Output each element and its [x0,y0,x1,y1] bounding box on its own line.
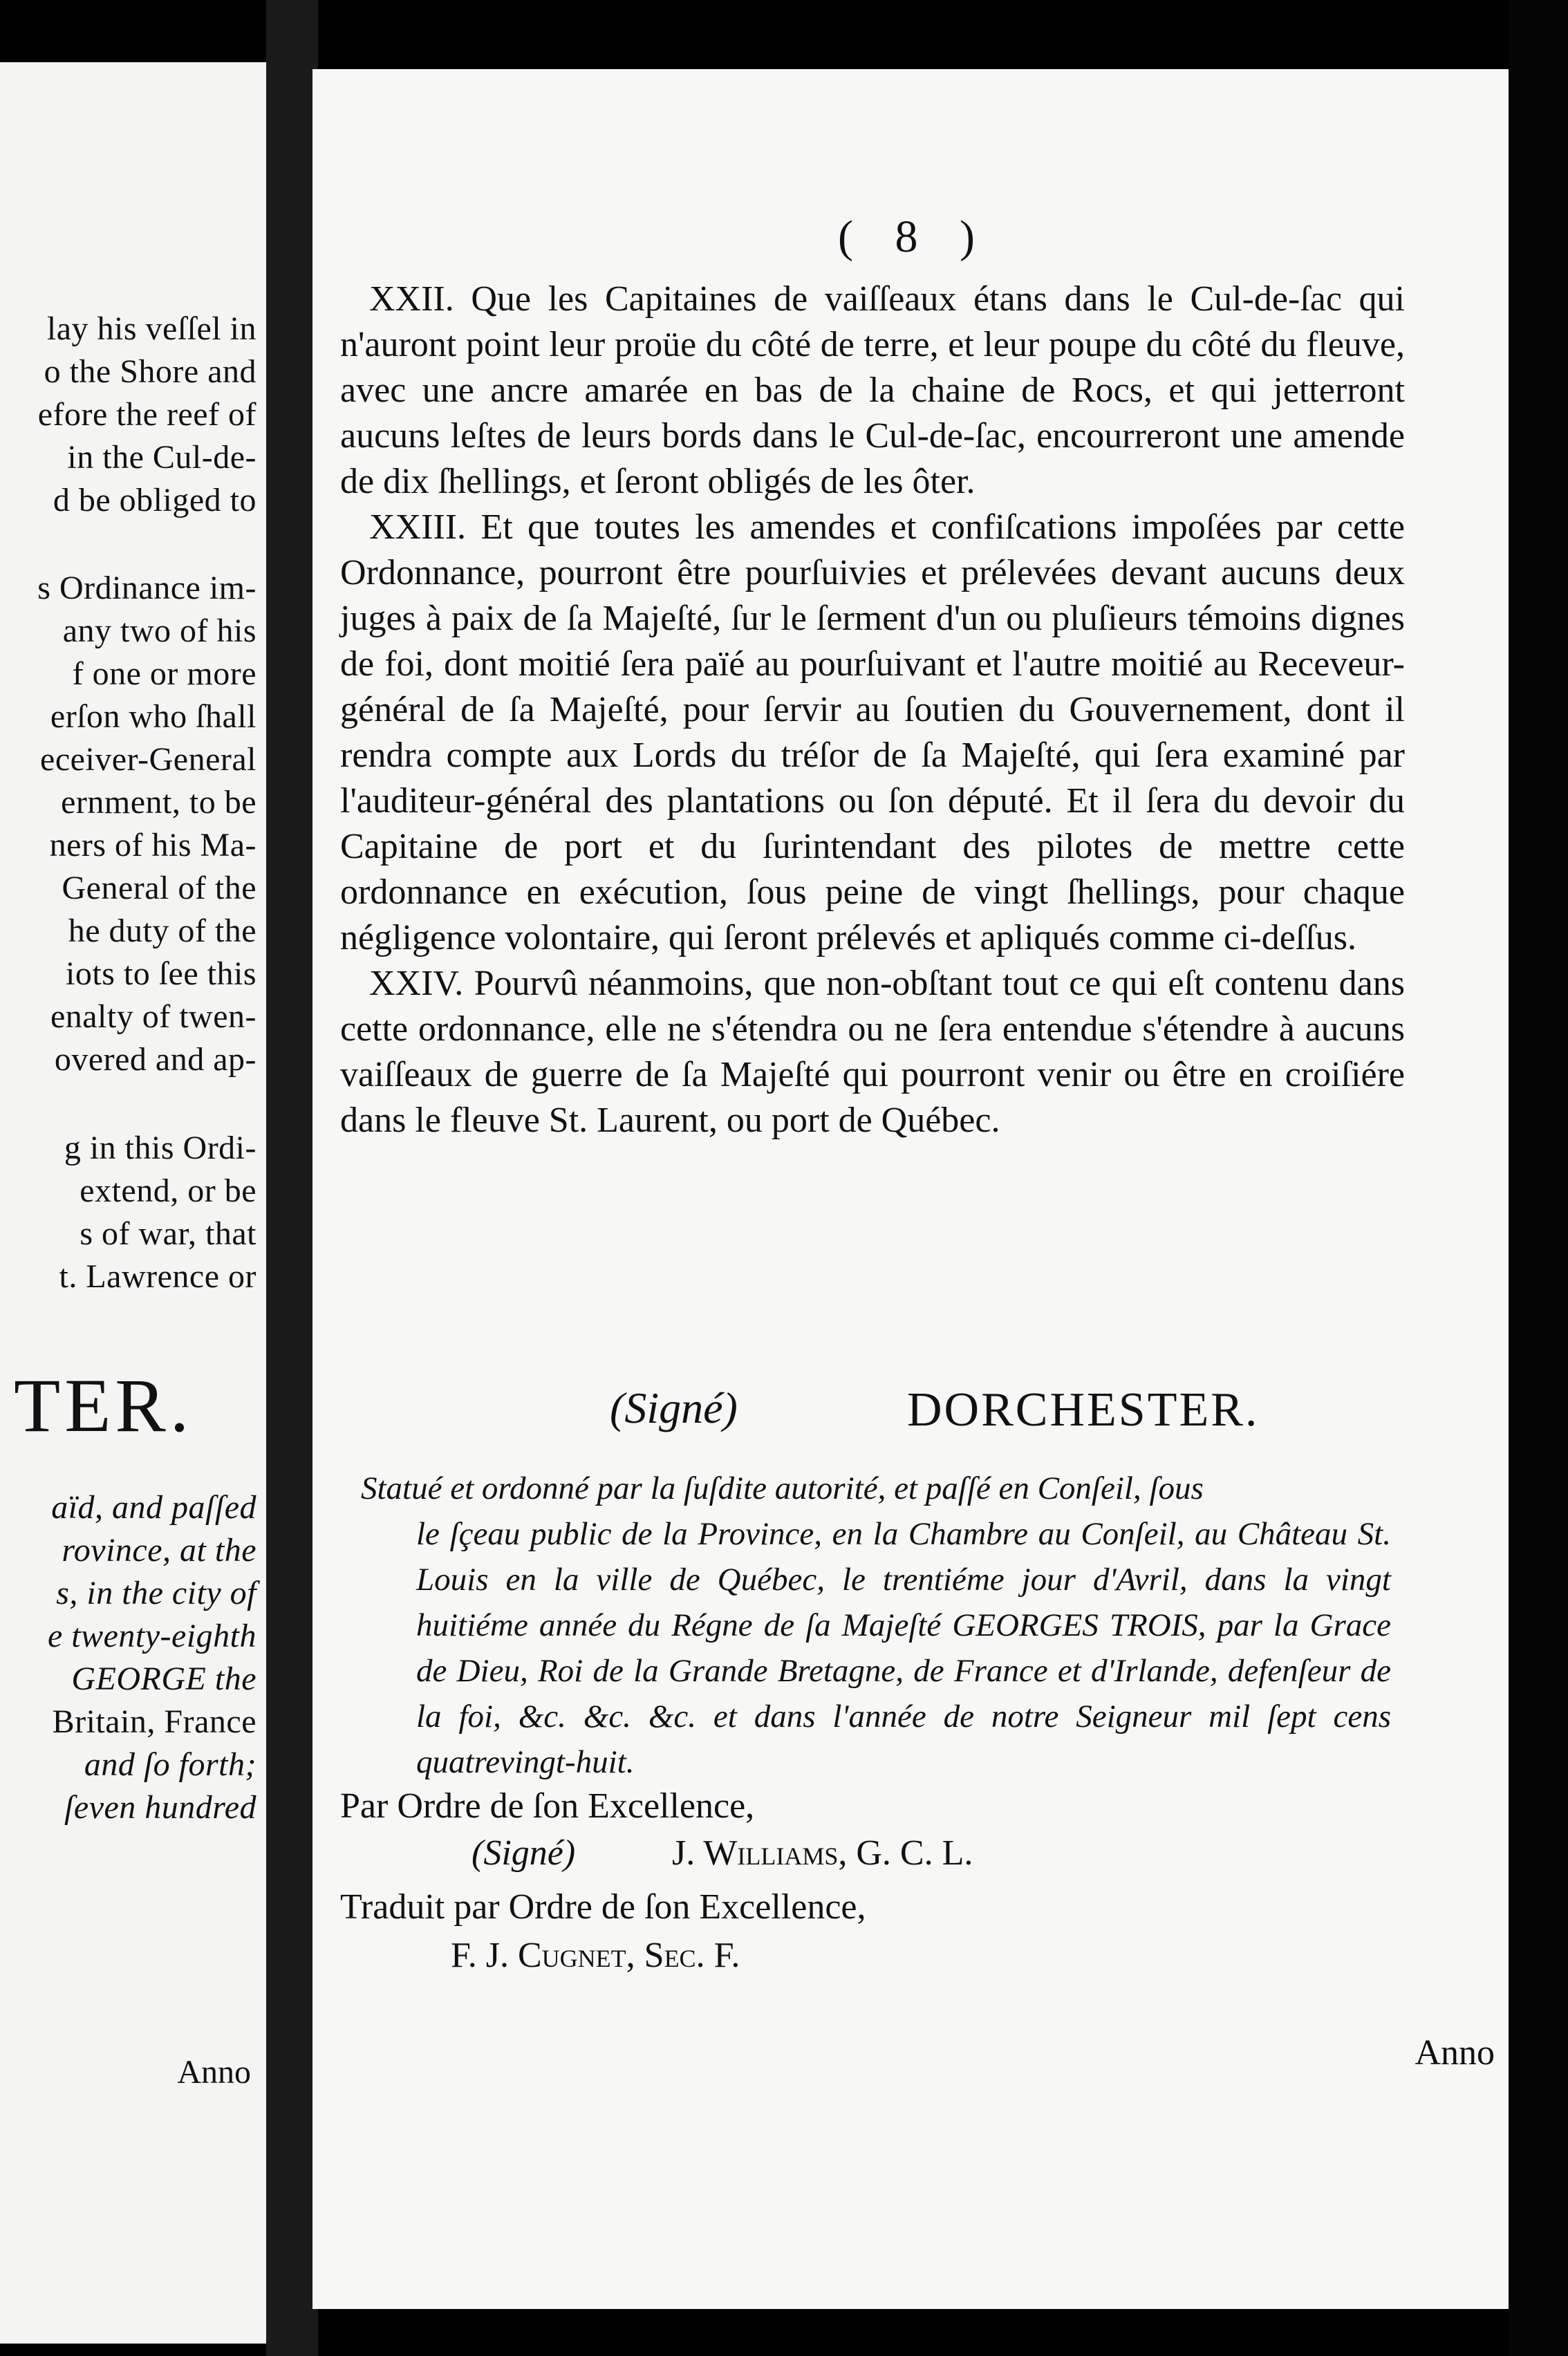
order-line: Par Ordre de ſon Excellence, [340,1786,755,1826]
left-line: any two of his [62,613,256,649]
article-xxiv: XXIV. Pourvû néanmoins, que non-obſtant tout ce qui eſt contenu dans cette ordonnance, elle ne s'étendra ou ne ſera entendue s'étendre à aucuns vaiſſeaux de guerre de ſa Majeſté qui pourront venir ou être en croiſiére dans le fleuve St. Laurent, ou port de Québec. [340,964,1405,1140]
left-line: he duty of the [68,913,256,949]
left-signature-fragment: TER. [14,1363,194,1448]
left-line: lay his veſſel in [46,310,256,347]
enactment-continuation: le ſçeau public de la Province, en la Chambre au Conſeil, au Château St. Louis en la ville de Québec, le trentiéme jour d'Avril, dans la vingt huitiéme année du Régne de ſa Majeſté GEORGES TROIS, par la Grace de Dieu, Roi de la Grande Bretagne, de France et d'Irlande, defenſeur de la foi, &c. &c. &c. et dans l'année de notre Seigneur mil ſept cens quatrevingt-huit. [416,1516,1391,1780]
enactment-first-line: Statué et ordonné par la ſuſdite autorité, et paſſé en Conſeil, ſous [361,1470,1204,1506]
main-page [312,69,1511,2309]
left-line: o the Shore and [44,353,256,390]
left-line: f one or more [72,655,256,692]
left-line: s Ordinance im- [37,570,256,606]
left-line: ners of his Ma- [49,827,256,863]
secretary-name: J. Williams, G. C. L. [672,1833,973,1873]
left-line: enalty of twen- [50,998,256,1035]
left-italic-line: GEORGE the [71,1661,256,1697]
left-italic-line: e twenty-eighth [47,1618,256,1654]
left-italic-line: rovince, at the [62,1532,256,1569]
page-number: ( 8 ) [838,212,990,262]
left-line: s of war, that [80,1215,256,1252]
left-line: erſon who ſhall [50,698,256,735]
left-line: d be obliged to [53,482,256,518]
signature-block [610,1383,1439,1445]
signed-label: (Signé) [610,1383,738,1432]
left-line: in the Cul-de- [67,439,256,476]
left-line: g in this Ordi- [64,1130,256,1166]
left-italic-line: aïd, and paſſed [51,1489,256,1526]
left-line: ernment, to be [61,784,256,821]
order-signed-label: (Signé) [472,1833,576,1873]
translator-name: F. J. Cugnet, Sec. F. [451,1936,740,1975]
ordinance-text [340,277,1405,1143]
left-line: eceiver-General [40,741,256,778]
left-line: iots to ſee this [66,955,256,992]
left-italic-line: and ſo forth; [84,1746,256,1783]
left-catchword: Anno [177,2054,251,2091]
facing-page-fragment [0,62,266,2344]
article-xxiii: XXIII. Et que toutes les amendes et confiſcations impoſées par cette Ordonnance, pourront être pourſuivies et prélevées devant aucuns deux juges à paix de ſa Majeſté, ſur le ſerment d'un ou pluſieurs témoins dignes de foi, dont moitié ſera païé au pourſuivant et l'autre moitié au Receveur-général de ſa Majeſté, pour ſervir au ſoutien du Gouvernement, dont il rendra compte aux Lords du tréſor de ſa Majeſté, qui ſera examiné par l'auditeur-général des plantations ou ſon député. Et il ſera du devoir du Capitaine de port et du ſurintendant des pilotes de mettre cette ordonnance en exécution, ſous peine de vingt ſhellings, pour chaque négligence volontaire, qui ſeront prélevés et apliqués comme ci-deſſus. [340,507,1405,957]
article-xxii: XXII. Que les Capitaines de vaiſſeaux étans dans le Cul-de-ſac qui n'auront point leur proüe du côté de terre, et leur poupe du côté du fleuve, avec une ancre amarée en bas de la chaine de Rocs, et qui jetterront aucuns leſtes de leurs bords dans le Cul-de-ſac, encourreront une amende de dix ſhellings, et ſeront obligés de les ôter. [340,279,1405,501]
signer-name: DORCHESTER. [907,1383,1260,1437]
left-line: overed and ap- [54,1041,256,1078]
left-line: General of the [62,870,256,906]
left-italic-line: s, in the city of [56,1575,256,1611]
left-italic-line: ſeven hundred [64,1789,256,1826]
book-gutter [266,0,318,2356]
enactment-clause [361,1466,1391,1785]
catchword: Anno [1415,2033,1495,2073]
left-line: extend, or be [80,1172,256,1209]
left-line: efore the reef of [37,396,256,433]
left-line: t. Lawrence or [59,1258,256,1295]
scan-border [1509,0,1568,2356]
translation-line: Traduit par Ordre de ſon Excellence, [340,1887,866,1927]
left-italic-line: Britain, France [52,1703,256,1740]
